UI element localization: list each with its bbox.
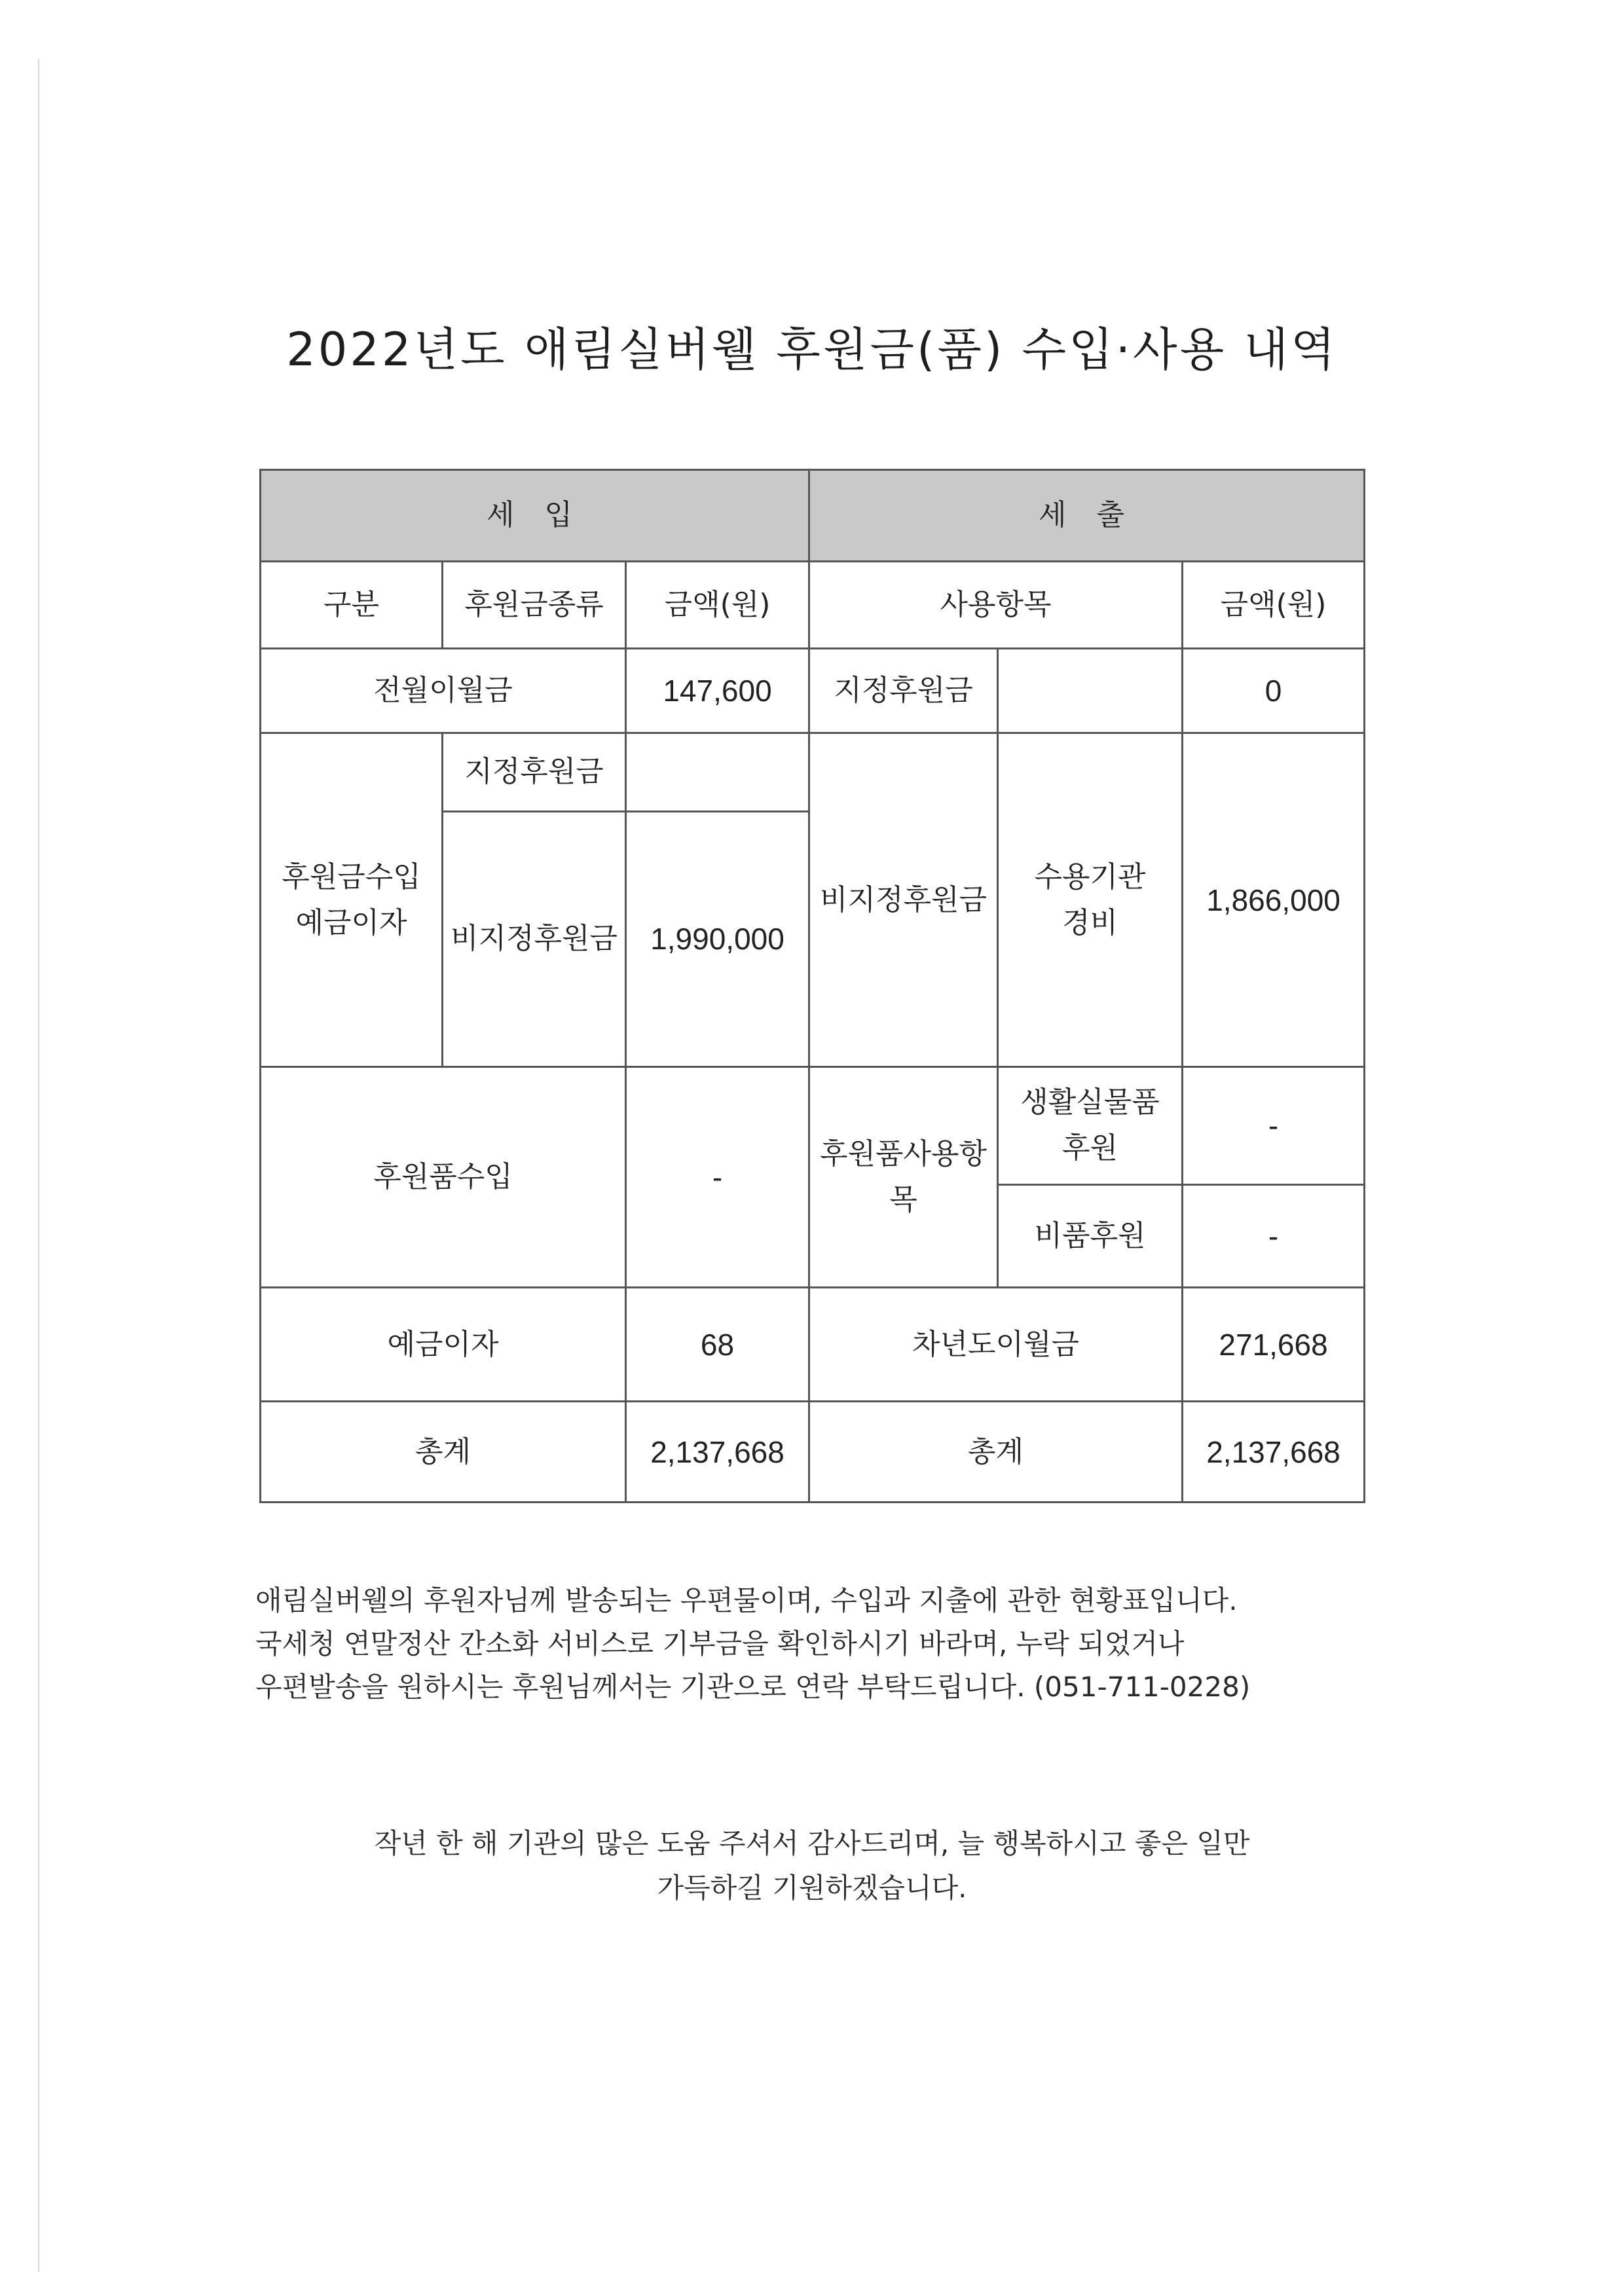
notice-line-1: 애림실버웰의 후원자님께 발송되는 우편물이며, 수입과 지출에 관한 현황표입니다. [255, 1584, 1238, 1616]
undesignated-usage-label: 비지정후원금 [809, 733, 998, 1066]
carryover-amount: 271,668 [1183, 1288, 1365, 1402]
fund-income-category: 후원금수입 예금이자 [261, 733, 443, 1066]
goods-income-amount: - [626, 1066, 809, 1288]
closing-line-2: 가득하길 기원하겠습니다. [657, 1872, 967, 1904]
goods-income-label: 후원품수입 [261, 1066, 626, 1288]
table-header-row [261, 470, 1365, 562]
table-row-prev-month [261, 648, 1365, 733]
table-row-goods-living [261, 1066, 1365, 1184]
undesignated-usage-sub: 수용기관 경비 [998, 733, 1183, 1066]
equipment-goods-label: 비품후원 [998, 1184, 1183, 1288]
col-amount-expense: 금액(원) [1183, 561, 1365, 648]
table-row-interest [261, 1288, 1365, 1402]
notice-line-2: 국세청 연말정산 간소화 서비스로 기부금을 확인하시기 바라며, 누락 되었거나 [255, 1628, 1185, 1660]
designated-fund-amount [626, 733, 809, 811]
carryover-label: 차년도이월금 [809, 1288, 1183, 1402]
interest-label: 예금이자 [261, 1288, 626, 1402]
table-row-total [261, 1402, 1365, 1503]
column-header-row [261, 561, 1365, 648]
undesignated-fund-amount: 1,990,000 [626, 811, 809, 1066]
designated-fund-label: 지정후원금 [443, 733, 626, 811]
undesignated-fund-label: 비지정후원금 [443, 811, 626, 1066]
table-row-fund-income-designated [261, 733, 1365, 811]
prev-month-amount: 147,600 [626, 648, 809, 733]
designated-usage-sub [998, 648, 1183, 733]
col-fund-type: 후원금종류 [443, 561, 626, 648]
closing-line-1: 작년 한 해 기관의 많은 도움 주셔서 감사드리며, 늘 행복하시고 좋은 일만 [374, 1827, 1250, 1859]
goods-usage-label: 후원품사용항목 [809, 1066, 998, 1288]
notice-line-3: 우편발송을 원하시는 후원님께서는 기관으로 연락 부탁드립니다. (051-711-0228) [255, 1671, 1251, 1703]
scan-edge-line [38, 59, 39, 2272]
expense-total-amount: 2,137,668 [1183, 1402, 1365, 1503]
living-goods-amount: - [1183, 1066, 1365, 1184]
expense-total-label: 총계 [809, 1402, 1183, 1503]
income-total-label: 총계 [261, 1402, 626, 1503]
income-header: 세 입 [261, 470, 809, 562]
undesignated-usage-amount: 1,866,000 [1183, 733, 1365, 1066]
income-expense-table [259, 469, 1365, 1503]
col-category: 구분 [261, 561, 443, 648]
equipment-goods-amount: - [1183, 1184, 1365, 1288]
interest-amount: 68 [626, 1288, 809, 1402]
living-goods-label: 생활실물품 후원 [998, 1066, 1183, 1184]
expense-header: 세 출 [809, 470, 1365, 562]
designated-usage-label: 지정후원금 [809, 648, 998, 733]
col-usage-item: 사용항목 [809, 561, 1183, 648]
prev-month-label: 전월이월금 [261, 648, 626, 733]
notice-paragraph [255, 1579, 1408, 1709]
income-total-amount: 2,137,668 [626, 1402, 809, 1503]
designated-usage-amount: 0 [1183, 648, 1365, 733]
closing-message [0, 1821, 1624, 1910]
document-title: 2022년도 애림실버웰 후원금(품) 수입·사용 내역 [286, 323, 1338, 376]
col-amount-income: 금액(원) [626, 561, 809, 648]
